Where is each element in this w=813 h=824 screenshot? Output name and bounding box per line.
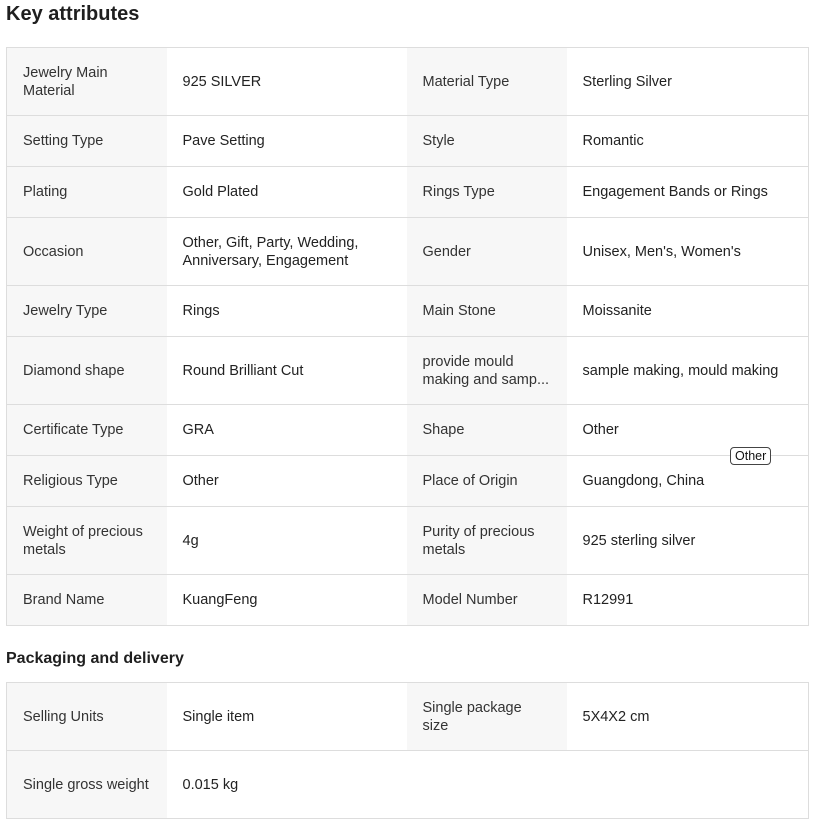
attribute-label: Gender [407, 218, 567, 286]
attribute-label: Main Stone [407, 286, 567, 337]
attribute-label: Style [407, 116, 567, 167]
packaging-delivery-title: Packaging and delivery [6, 650, 184, 667]
attribute-label: Purity of precious metals [407, 507, 567, 575]
attribute-value: Rings [167, 286, 407, 337]
attribute-value: Pave Setting [167, 116, 407, 167]
attribute-label: Plating [7, 167, 167, 218]
attribute-value: Romantic [567, 116, 809, 167]
empty-cell [407, 751, 567, 819]
table-row [7, 48, 809, 116]
attribute-value: GRA [167, 405, 407, 456]
attribute-label: Selling Units [7, 683, 167, 751]
table-row [7, 116, 809, 167]
attribute-label [407, 337, 567, 405]
attribute-label: Rings Type [407, 167, 567, 218]
table-row [7, 575, 809, 626]
attribute-value: 925 sterling silver [567, 507, 809, 575]
table-row [7, 751, 809, 819]
key-attributes-title: Key attributes [6, 3, 140, 25]
attribute-label: Material Type [407, 48, 567, 116]
attribute-value: Moissanite [567, 286, 809, 337]
key-attributes-table [6, 47, 809, 626]
attribute-value: 925 SILVER [167, 48, 407, 116]
attribute-label: Setting Type [7, 116, 167, 167]
attribute-label: Single package size [407, 683, 567, 751]
attribute-value: Gold Plated [167, 167, 407, 218]
attribute-value: Other, Gift, Party, Wedding, Anniversary, Engagement [167, 218, 407, 286]
attribute-label: Occasion [7, 218, 167, 286]
table-row [7, 405, 809, 456]
attribute-label: Single gross weight [7, 751, 167, 819]
attribute-value: sample making, mould making [567, 337, 809, 405]
attribute-label: Jewelry Main Material [7, 48, 167, 116]
attribute-value: 5X4X2 cm [567, 683, 809, 751]
table-row [7, 286, 809, 337]
attribute-label: Model Number [407, 575, 567, 626]
table-row [7, 337, 809, 405]
attribute-label: Brand Name [7, 575, 167, 626]
table-row [7, 683, 809, 751]
attribute-value: Single item [167, 683, 407, 751]
attribute-value: Other [567, 405, 809, 456]
packaging-table [6, 682, 809, 819]
attribute-label: Jewelry Type [7, 286, 167, 337]
attribute-value: Other [167, 456, 407, 507]
attribute-label: Religious Type [7, 456, 167, 507]
attribute-value: 0.015 kg [167, 751, 407, 819]
attribute-label: Certificate Type [7, 405, 167, 456]
attribute-label: Diamond shape [7, 337, 167, 405]
attribute-value: KuangFeng [167, 575, 407, 626]
attribute-value: R12991 [567, 575, 809, 626]
table-row [7, 218, 809, 286]
attribute-label: Weight of precious metals [7, 507, 167, 575]
table-row [7, 456, 809, 507]
attribute-value: Engagement Bands or Rings [567, 167, 809, 218]
attribute-value: Sterling Silver [567, 48, 809, 116]
truncated-label[interactable]: provide mould making and samp... [422, 353, 550, 388]
attribute-value: Unisex, Men's, Women's [567, 218, 809, 286]
tooltip: Other [730, 447, 771, 465]
empty-cell [567, 751, 809, 819]
attribute-value: Guangdong, China [567, 456, 809, 507]
attribute-value: 4g [167, 507, 407, 575]
attribute-label: Place of Origin [407, 456, 567, 507]
table-row [7, 507, 809, 575]
attribute-value: Round Brilliant Cut [167, 337, 407, 405]
table-row [7, 167, 809, 218]
attribute-label: Shape [407, 405, 567, 456]
